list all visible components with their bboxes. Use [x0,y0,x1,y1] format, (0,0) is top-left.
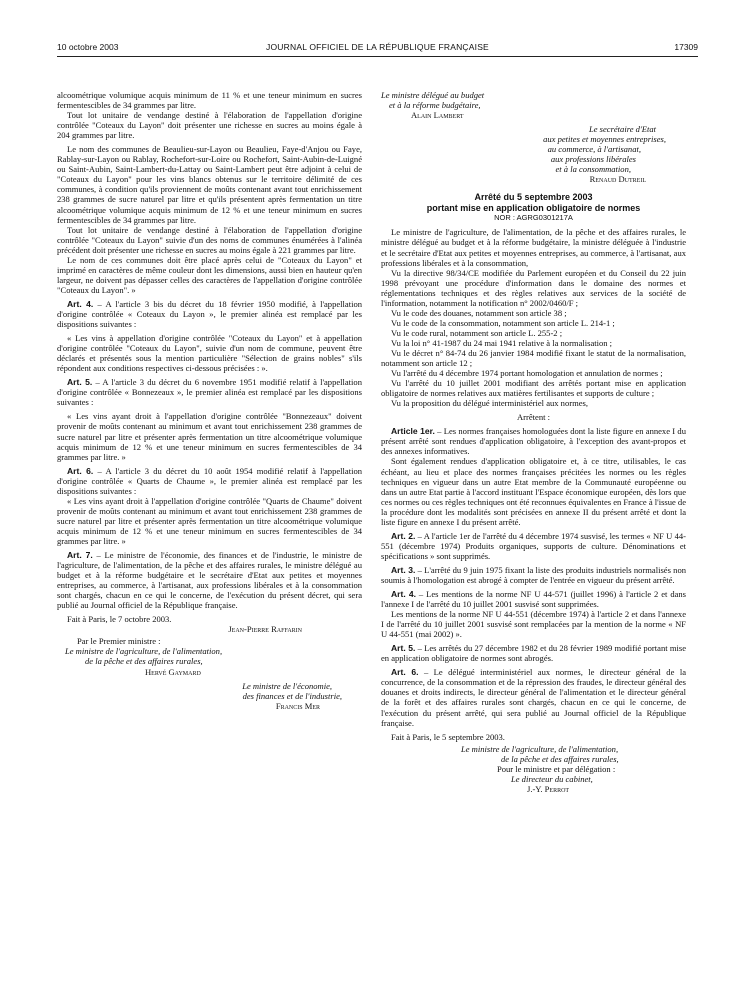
article-label: Art. 6. [67,465,94,476]
article-text: – A l'article 1er de l'arrêté du 4 décembre 1974 susvisé, les termes « NF U 44-551 (décembre 1974) Produits organiques, supports de culture. Dénominations et spécifications » sont supprimés. [381,530,686,561]
article-4 [381,589,686,609]
by-prime-minister: Par le Premier ministre : [77,636,161,647]
signature-budget: Alain Lambert [411,110,464,121]
signature-economy: Francis Mer [275,700,320,711]
paragraph: Les mentions de la norme NF U 44-551 (décembre 1974) à l'article 2 et dans l'annexe I de l'arrêté du 10 juillet 2001 susvisé sont remplacées par la mention de la norme « NF U 44-551 (mai 2002) ». [381,609,686,640]
issue-date: 10 octobre 2003 [57,42,119,52]
secretary-title: au commerce, à l'artisanat, [547,144,641,155]
article-text: – A l'article 3 bis du décret du 18 février 1950 modifié, à l'appellation d'origine contrôlée « Coteaux du Layon », le premier alinéa est remplacé par les dispositions suivantes : [57,298,362,330]
visa: Vu la proposition du délégué interministériel aux normes, [391,398,588,409]
delegation: Pour le ministre et par délégation : [497,763,616,774]
journal-title: JOURNAL OFFICIEL DE LA RÉPUBLIQUE FRANÇAISE [266,42,489,52]
minister-title: Le ministre de l'agriculture, de l'alimentation, [461,743,619,754]
visa: Vu le code rural, notamment son article L. 255-2 ; [391,327,563,338]
minister-title: et à la réforme budgétaire, [389,100,481,111]
signature-director: J.-Y. Perrot [527,783,570,794]
article-label: Art. 7. [67,550,93,561]
header-rule [57,56,698,57]
preamble: Le ministre de l'agriculture, de l'alimentation, de la pêche et des affaires rurales, le ministre délégué au budget et à la réforme budgétaire, la ministre déléguée à l'industrie et le secrétaire d'Etat aux petites et moyennes entreprises, au commerce, à l'artisanat, aux professions libérales et à la consommation, [381,227,686,268]
signature-prime-minister: Jean-Pierre Raffarin [228,624,302,635]
signing-place-date: Fait à Paris, le 7 octobre 2003. [67,614,172,625]
left-column [57,90,362,711]
visa: Vu le code de la consommation, notamment son article L. 214-1 ; [391,317,615,328]
paragraph: Sont également rendues d'application obligatoire et, à ce titre, utilisables, le cas échéant, au lieu et place des normes françaises précitées les normes ou les règles techniques en vigueur dans un autre Etat membre de la Communauté européenne ou dans un autre Etat partie à l'accord instituant l'Espace économique européen, dès lors que ces normes ou ces règles techniques ont été reconnues équivalentes en France à l'issue de la procédure dont les modalités sont précisées en annexe II du présent arrêté et dont la liste figure en annexe I du présent arrêté. [381,456,686,527]
article-7 [57,550,362,610]
secretary-title: aux professions libérales [550,154,636,165]
minister-title: Le ministre de l'agriculture, de l'alimentation, [65,646,223,657]
arretent: Arrêtent : [517,412,550,423]
signature-secretary: Renaud Dutreil [589,174,646,185]
page-header [57,42,698,56]
article-label: Art. 6. [391,667,419,678]
article-text: – Le délégué interministériel aux normes, le directeur général de la concurrence, de la consommation et de la répression des fraudes, le directeur général des douanes et droits indirects, le directeur général de l'alimentation et le directeur général de la forêt et des affaires rurales sont chargés, chacun en ce qui le concerne, de l'exécution du présent arrêté, qui sera publié au Journal officiel de la République française. [381,667,686,728]
visa: Vu le décret n° 84-74 du 26 janvier 1984 modifié fixant le statut de la normalisation, notamment son article 12 ; [381,347,686,369]
article-text: – L'arrêté du 9 juin 1975 fixant la liste des produits industriels normalisés non soumis à l'homologation est abrogé à compter de l'entrée en vigueur du présent arrêté. [381,564,686,585]
nor-reference: NOR : AGRG0301217A [494,213,573,223]
page-number: 17309 [674,42,698,52]
decree-title: Arrêté du 5 septembre 2003 [474,192,593,203]
secretary-title: et à la consommation, [555,164,631,175]
paragraph: alcoométrique volumique acquis minimum de 11 % et une teneur minimum en sucres fermentescibles de 34 grammes par litre. [57,90,362,111]
article-text: – Les normes françaises homologuées dont la liste figure en annexe I du présent arrêté sont rendues d'application obligatoire, à l'exception des avant-propos et des annexes informatives. [381,426,686,457]
article-label: Art. 3. [391,564,416,575]
right-column [381,90,686,794]
article-label: Art. 4. [391,589,417,600]
article-label: Art. 4. [67,298,94,309]
director-title: Le directeur du cabinet, [511,773,593,784]
paragraph: Le nom des communes de Beaulieu-sur-Layon ou Beaulieu, Faye-d'Anjou ou Faye, Rablay-sur-Layon ou Rablay, Rochefort-sur-Loire ou Rochefort, Saint-Aubin-de-Luigné ou Saint-Aubin, Saint-Lambert-du-Lattay ou Saint-Lambert peut être adjoint à celui de "Coteaux du Layon" pour les vins blancs obtenus sur le territoire délimité de ces communes, à condition qu'ils proviennent de moûts contenant avant tout enrichissement 238 grammes de sucre naturel par litre et qu'ils présentent après fermentation un titre alcoométrique volumique acquis minimum de 12 % et une teneur minimum en sucres fermentescibles de 34 grammes par litre. [57,144,362,225]
quoted-text: « Les vins à appellation d'origine contrôlée "Coteaux du Layon" et à appellation d'origine contrôlée "Coteaux du Layon", suivie d'un nom de commune, peuvent être déclarés et présentés sous la mention particulière "Sélection de grains nobles" s'ils répondent aux conditions respectives ci-dessous précisées : ». [57,333,362,374]
signature-agriculture: Hervé Gaymard [145,666,201,677]
article-3 [381,565,686,585]
minister-title: Le ministre de l'économie, [242,680,332,691]
article-text: – Les mentions de la norme NF U 44-571 (juillet 1996) à l'article 2 et dans l'annexe I de l'arrêté du 10 juillet 2001 susvisé sont supprimées. [381,589,686,610]
signing-place-date: Fait à Paris, le 5 septembre 2003. [391,731,505,742]
secretary-title: Le secrétaire d'Etat [588,124,656,135]
article-text: – A l'article 3 du décret du 10 août 1954 modifié relatif à l'appellation d'origine contrôlée « Quarts de Chaume », le premier alinéa est remplacé par les dispositions suivantes : [57,465,362,496]
minister-title: Le ministre délégué au budget [381,90,485,100]
quoted-text: « Les vins ayant droit à l'appellation d'origine contrôlée "Quarts de Chaume" doivent provenir de moûts contenant au minimum et avant tout enrichissement 238 grammes de sucre naturel par litre et présenter après fermentation un titre alcoométrique volumique acquis minimum de 12 % et une teneur minimum en sucres fermentescibles de 34 grammes par litre. » [57,495,362,546]
minister-title: de la pêche et des affaires rurales, [85,656,203,667]
visa: Vu le code des douanes, notamment son article 38 ; [391,307,567,318]
visa: Vu la loi n° 41-1987 du 24 mai 1941 relative à la normalisation ; [391,337,613,348]
article-1 [381,426,686,456]
article-label: Art. 5. [67,377,93,388]
article-6 [381,667,686,727]
decree-subtitle: portant mise en application obligatoire de normes [426,202,641,213]
article-label: Art. 5. [391,643,416,654]
minister-title: de la pêche et des affaires rurales, [501,753,619,764]
article-4 [57,299,362,329]
visa: Vu l'arrêté du 4 décembre 1974 portant homologation et annulation de normes ; [391,368,663,379]
visa: Vu la directive 98/34/CE modifiée du Parlement européen et du Conseil du 22 juin 1998 prévoyant une procédure d'information dans le domaine des normes et réglementations techniques et des règles relatives aux services de la société de l'information, notamment la notification n° 2002/0460/F ; [381,267,686,308]
article-label: Art. 2. [391,530,416,541]
paragraph: Tout lot unitaire de vendange destiné à l'élaboration de l'appellation d'origine contrôlée "Coteaux du Layon" doit présenter une richesse en sucres au moins égale à 204 grammes par litre. [57,110,362,141]
article-text: – Le ministre de l'économie, des finances et de l'industrie, le ministre de l'agriculture, de l'alimentation, de la pêche et des affaires rurales, le ministre délégué au budget et à la réforme budgétaire et le secrétaire d'Etat aux petites et moyennes entreprises, au commerce, à l'artisanat, aux professions libérales et à la consommation sont chargés, chacun en ce qui le concerne, de l'exécution du présent décret, qui sera publié au Journal officiel de la République française. [57,550,362,611]
quoted-text: « Les vins ayant droit à l'appellation d'origine contrôlée "Bonnezeaux" doivent provenir de moûts contenant au minimum et avant tout enrichissement 238 grammes de sucre naturel par litre et présenter après fermentation un titre alcoométrique volumique acquis minimum de 12 % et une teneur minimum en sucres fermentescibles de 34 grammes par litre. » [57,411,362,462]
article-2 [381,531,686,561]
article-text: – Les arrêtés du 27 décembre 1982 et du 28 février 1989 modifié portant mise en application obligatoire de normes sont abrogés. [381,643,686,664]
article-5 [381,643,686,663]
minister-title: des finances et de l'industrie, [242,690,342,701]
article-label: Article 1er. [391,426,435,437]
article-6 [57,466,362,496]
paragraph: Tout lot unitaire de vendange destiné à l'élaboration de l'appellation d'origine contrôlée "Coteaux du Layon" suivie d'un des noms de communes énumérées à l'alinéa précédent doit présenter une richesse en sucres au moins égale à 221 grammes par litre. [57,224,362,255]
paragraph: Le nom de ces communes doit être placé après celui de "Coteaux du Layon" et imprimé en caractères de même couleur dont les dimensions, aussi bien en hauteur qu'en largeur, ne doivent pas dépasser celles des caractères de l'appellation d'origine contrôlée "Coteaux du Layon". » [57,254,362,295]
secretary-title: aux petites et moyennes entreprises, [543,134,666,145]
article-text: – A l'article 3 du décret du 6 novembre 1951 modifié relatif à l'appellation d'origine contrôlée « Bonnezeaux », le premier alinéa est remplacé par les dispositions suivantes : [57,377,362,408]
article-5 [57,377,362,407]
visa: Vu l'arrêté du 10 juillet 2001 modifiant des arrêtés portant mise en application obligatoire de normes relatives aux matières fertilisantes et supports de culture ; [381,378,686,399]
